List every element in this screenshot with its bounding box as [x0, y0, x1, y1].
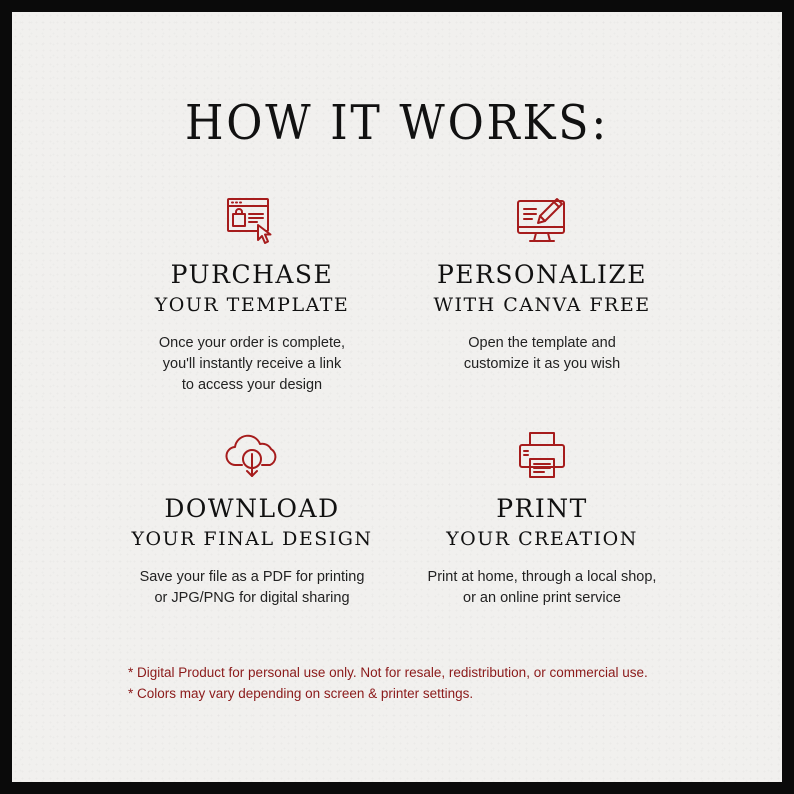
printer-icon — [514, 429, 570, 485]
description-line: you'll instantly receive a link — [162, 356, 342, 372]
browser-shopping-bag-cursor-icon — [224, 195, 280, 251]
step-subheading: WITH CANVA FREE — [433, 294, 651, 316]
description-line: or an online print service — [463, 590, 621, 606]
description-line: or JPG/PNG for digital sharing — [154, 590, 350, 606]
step-description — [392, 567, 692, 609]
step-description — [392, 333, 692, 375]
disclaimer-notes — [128, 662, 648, 704]
step-purchase — [102, 195, 402, 396]
step-print — [392, 429, 692, 609]
step-subheading: YOUR TEMPLATE — [154, 294, 350, 316]
step-download — [102, 429, 402, 609]
step-heading: DOWNLOAD — [164, 494, 340, 523]
description-line: customize it as you wish — [463, 356, 621, 372]
description-line: Print at home, through a local shop, — [427, 569, 657, 585]
step-heading: PERSONALIZE — [436, 260, 648, 289]
step-subheading: YOUR CREATION — [446, 528, 638, 550]
cloud-download-icon — [224, 429, 280, 485]
step-description — [102, 333, 402, 396]
description-line: to access your design — [181, 377, 323, 393]
description-line: Save your file as a PDF for printing — [139, 569, 365, 585]
step-heading: PURCHASE — [170, 260, 334, 289]
description-line: Once your order is complete, — [158, 335, 346, 351]
info-card — [12, 12, 782, 782]
step-personalize — [392, 195, 692, 375]
step-subheading: YOUR FINAL DESIGN — [131, 528, 373, 550]
disclaimer-line: * Colors may vary depending on screen & printer settings. — [128, 686, 474, 701]
description-line: Open the template and — [468, 335, 616, 351]
page-title: HOW IT WORKS: — [185, 95, 609, 151]
step-heading: PRINT — [496, 494, 588, 523]
disclaimer-line: * Digital Product for personal use only. Not for resale, redistribution, or commercial use. — [128, 665, 648, 680]
step-description — [102, 567, 402, 609]
monitor-pencil-icon — [514, 195, 570, 251]
